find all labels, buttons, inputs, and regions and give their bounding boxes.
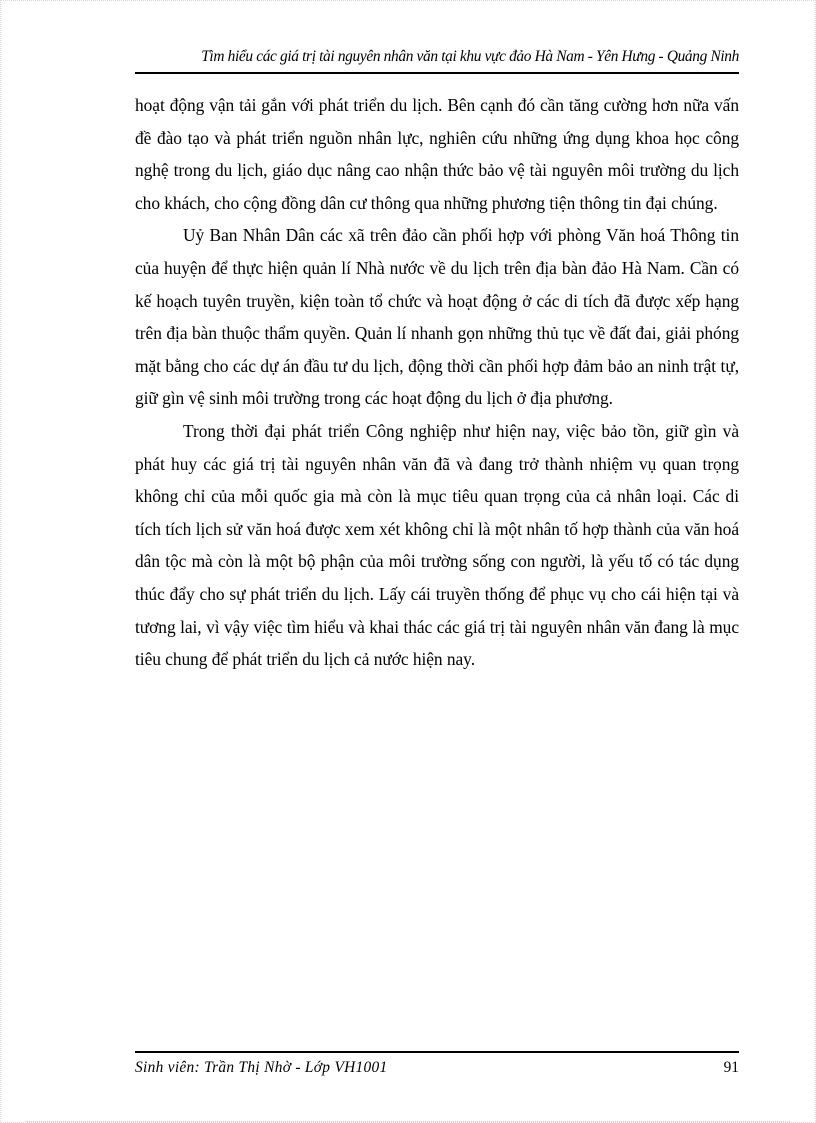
document-body: [135, 89, 739, 676]
paragraph-1: hoạt động vận tải gắn với phát triển du lịch. Bên cạnh đó cần tăng cường hơn nữa vấn đề đào tạo và phát triển nguồn nhân lực, nghiên cứu những ứng dụng khoa học công nghệ trong du lịch, giáo dục nâng cao nhận thức bảo vệ tài nguyên môi trường du lịch cho khách, cho cộng đồng dân cư thông qua những phương tiện thông tin đại chúng.: [135, 95, 739, 213]
page-bottom-edge: [26, 1121, 790, 1122]
page-number: 91: [723, 1059, 739, 1076]
page-footer: [135, 1051, 739, 1078]
page-header: [135, 46, 739, 74]
header-title: Tìm hiểu các giá trị tài nguyên nhân văn tại khu vực đảo Hà Nam - Yên Hưng - Quảng Ninh: [201, 48, 739, 65]
paragraph-3: Trong thời đại phát triển Công nghiệp như hiện nay, việc bảo tồn, giữ gìn và phát huy các giá trị tài nguyên nhân văn đã và đang trở thành nhiệm vụ quan trọng không chỉ của mỗi quốc gia mà còn là mục tiêu quan trọng của cả nhân loại. Các di tích tích lịch sử văn hoá được xem xét không chỉ là một nhân tố hợp thành của văn hoá dân tộc mà còn là một bộ phận của môi trường sống con người, là yếu tố có tác dụng thúc đẩy cho sự phát triển du lịch. Lấy cái truyền thống để phục vụ cho cái hiện tại và tương lai, vì vậy việc tìm hiểu và khai thác các giá trị tài nguyên nhân văn đang là mục tiêu chung để phát triển du lịch cả nước hiện nay.: [135, 420, 739, 670]
footer-author: Sinh viên: Trần Thị Nhờ - Lớp VH1001: [135, 1059, 388, 1076]
paragraph-2: Uỷ Ban Nhân Dân các xã trên đảo cần phối hợp với phòng Văn hoá Thông tin của huyện để thực hiện quản lí Nhà nước về du lịch trên địa bàn đảo Hà Nam. Cần có kế hoạch tuyên truyền, kiện toàn tổ chức và hoạt động ở các di tích đã được xếp hạng trên địa bàn thuộc thẩm quyền. Quản lí nhanh gọn những thủ tục về đất đai, giải phóng mặt bằng cho các dự án đầu tư du lịch, động thời cần phối hợp đảm bảo an ninh trật tự, giữ gìn vệ sinh môi trường trong các hoạt động du lịch ở địa phương.: [135, 225, 739, 409]
